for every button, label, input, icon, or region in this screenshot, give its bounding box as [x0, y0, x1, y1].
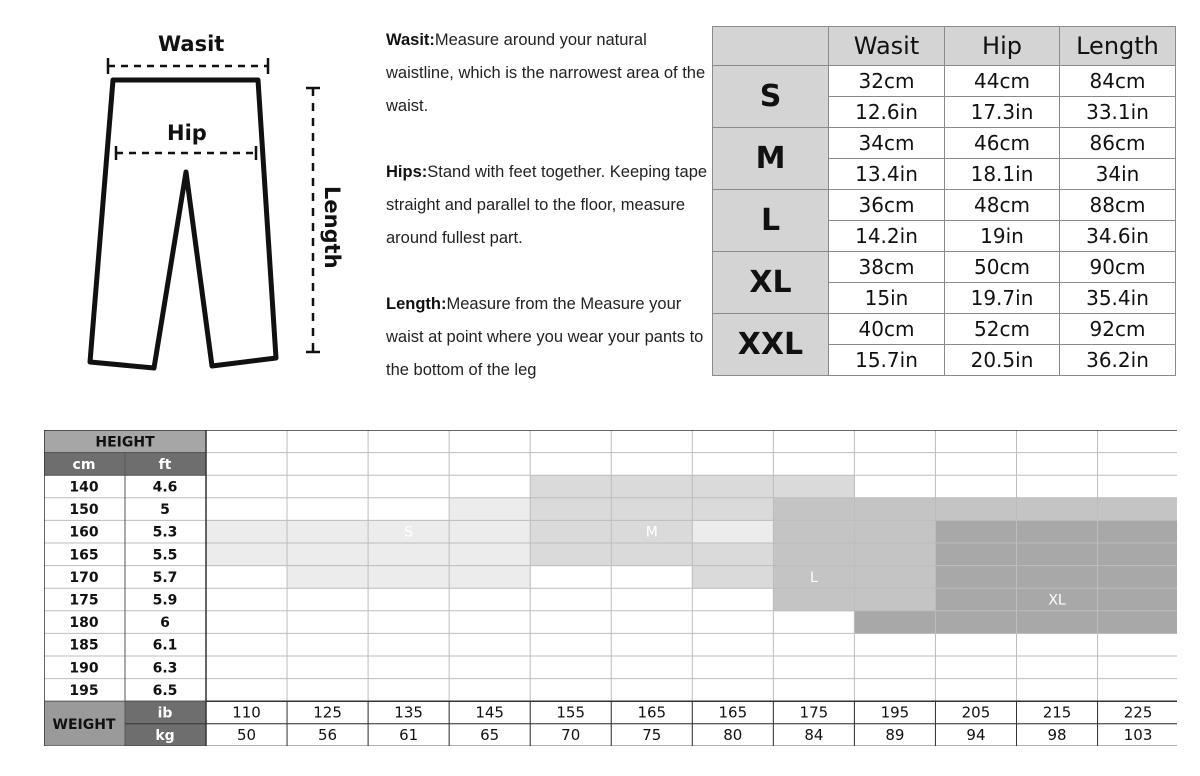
height-title: HEIGHT [95, 434, 155, 451]
instruction-term: Length: [386, 295, 447, 313]
size-row-cm [713, 190, 1176, 221]
height-ft: 6.5 [152, 682, 178, 699]
weight-kg: 94 [966, 726, 986, 745]
weight-ib: 175 [799, 703, 829, 722]
height-ft: 5.5 [152, 547, 178, 564]
size-cm-value: 86cm [1060, 128, 1176, 159]
size-in-value: 18.1in [945, 159, 1060, 190]
size-in-value: 12.6in [829, 97, 945, 128]
hip-label: Hip [167, 121, 207, 145]
size-zone-cell [854, 566, 936, 589]
waist-instruction [386, 24, 711, 123]
size-zone-cell [611, 475, 693, 498]
size-zone-cell [692, 566, 774, 589]
weight-ib: 135 [394, 703, 423, 722]
size-in-value: 17.3in [945, 97, 1060, 128]
size-zone-cell [287, 566, 369, 589]
size-zone-cell [530, 475, 612, 498]
size-zone-cell [206, 520, 288, 543]
unit-ft: ft [158, 456, 172, 473]
weight-kg: 89 [885, 726, 905, 745]
size-zone-cell [935, 588, 1017, 611]
weight-ib: 225 [1123, 703, 1153, 722]
size-table-header [713, 27, 1176, 66]
size-cm-value: 44cm [945, 66, 1060, 97]
height-ft: 6.1 [152, 637, 178, 654]
size-zone-cell [530, 520, 612, 543]
size-cm-value: 50cm [945, 252, 1060, 283]
size-zone-cell [449, 498, 531, 521]
height-cm: 170 [69, 569, 99, 586]
size-zone-cell [854, 498, 936, 521]
weight-kg: 70 [561, 726, 581, 745]
pants-diagram [0, 0, 380, 400]
size-zone-cell [773, 475, 855, 498]
weight-ib: 195 [880, 703, 910, 722]
size-zone-cell [854, 588, 936, 611]
size-zone-cell [854, 611, 936, 634]
size-cm-value: 90cm [1060, 252, 1176, 283]
weight-ib: 145 [475, 703, 504, 722]
size-cm-value: 92cm [1060, 314, 1176, 345]
size-zone-cell [530, 543, 612, 566]
size-zone-cell [530, 498, 612, 521]
size-cm-value: 40cm [829, 314, 945, 345]
size-zone-cell [1098, 588, 1177, 611]
height-weight-chart [44, 430, 1177, 746]
column-header: Wasit [829, 27, 945, 66]
size-in-value: 34in [1060, 159, 1176, 190]
length-instruction [386, 288, 711, 387]
height-ft: 5 [160, 502, 170, 519]
weight-kg: 65 [480, 726, 500, 745]
height-cm: 190 [69, 660, 99, 677]
size-zone-cell [449, 566, 531, 589]
size-in-value: 36.2in [1060, 345, 1176, 376]
size-zone-cell [935, 566, 1017, 589]
size-zone-cell [287, 520, 369, 543]
height-cm: 180 [69, 615, 99, 632]
size-zone-cell [287, 543, 369, 566]
size-zone-cell [692, 498, 774, 521]
height-cm: 165 [69, 547, 99, 564]
size-zone-cell [368, 543, 450, 566]
size-in-value: 15in [829, 283, 945, 314]
size-cm-value: 46cm [945, 128, 1060, 159]
size-zone-cell [1098, 566, 1177, 589]
size-label: S [713, 66, 829, 128]
size-zone-cell [449, 543, 531, 566]
size-table [712, 26, 1176, 376]
height-ft: 5.9 [152, 592, 178, 609]
size-zone-cell [854, 543, 936, 566]
size-zone-cell [692, 475, 774, 498]
size-zone-cell [1098, 498, 1177, 521]
size-zone-cell [206, 543, 288, 566]
size-label: XL [713, 252, 829, 314]
weight-ib: 205 [961, 703, 991, 722]
size-zone-cell [1017, 566, 1099, 589]
size-in-value: 35.4in [1060, 283, 1176, 314]
size-in-value: 19in [945, 221, 1060, 252]
size-cm-value: 52cm [945, 314, 1060, 345]
size-row-cm [713, 66, 1176, 97]
unit-ib: ib [157, 705, 173, 722]
size-zone-cell [773, 543, 855, 566]
size-zone-cell [611, 498, 693, 521]
instruction-text: Measure from the Measure your waist at point where you wear your pants to the bottom of the leg [386, 295, 704, 379]
waist-label: Wasit [158, 32, 225, 56]
size-zone-cell [935, 498, 1017, 521]
length-label: Length [320, 186, 344, 269]
size-zone-cell [935, 520, 1017, 543]
size-cm-value: 88cm [1060, 190, 1176, 221]
size-row-cm [713, 252, 1176, 283]
weight-ib: 110 [232, 703, 261, 722]
instruction-term: Hips: [386, 163, 428, 181]
size-zone-cell [692, 520, 774, 543]
size-zone-label: M [645, 524, 658, 541]
hips-instruction [386, 156, 711, 255]
weight-ib: 125 [313, 703, 342, 722]
column-header: Length [1060, 27, 1176, 66]
height-ft: 6 [160, 615, 170, 632]
size-label: M [713, 128, 829, 190]
height-ft: 5.3 [152, 524, 178, 541]
instruction-term: Wasit: [386, 31, 435, 49]
weight-ib: 165 [637, 703, 667, 722]
column-header: Hip [945, 27, 1060, 66]
size-label: L [713, 190, 829, 252]
measurement-instructions [386, 24, 711, 420]
size-zone-label: L [809, 569, 818, 586]
size-zone-cell [368, 566, 450, 589]
weight-kg: 61 [399, 726, 419, 745]
weight-kg: 50 [236, 726, 257, 745]
height-cm: 140 [69, 479, 99, 496]
height-ft: 5.7 [152, 569, 178, 586]
height-cm: 160 [69, 524, 99, 541]
size-zone-cell [692, 543, 774, 566]
weight-kg: 84 [804, 726, 824, 745]
size-in-value: 14.2in [829, 221, 945, 252]
instruction-text: Stand with feet together. Keeping tape straight and parallel to the floor, measure around fullest part. [386, 163, 708, 247]
size-zone-cell [773, 588, 855, 611]
weight-kg: 103 [1123, 726, 1153, 745]
size-zone-cell [1098, 543, 1177, 566]
weight-kg: 75 [642, 726, 662, 745]
size-zone-cell [854, 520, 936, 543]
size-zone-cell [773, 498, 855, 521]
size-zone-cell [1098, 520, 1177, 543]
size-cm-value: 84cm [1060, 66, 1176, 97]
weight-kg: 80 [723, 726, 743, 745]
instruction-text: Measure around your natural waistline, which is the narrowest area of the waist. [386, 31, 706, 115]
unit-kg: kg [155, 728, 175, 745]
height-ft: 4.6 [152, 479, 178, 496]
size-zone-cell [935, 543, 1017, 566]
size-zone-label: XL [1048, 592, 1066, 609]
size-in-value: 33.1in [1060, 97, 1176, 128]
size-zone-cell [1017, 520, 1099, 543]
size-zone-cell [611, 543, 693, 566]
weight-title: WEIGHT [52, 716, 116, 733]
unit-cm: cm [72, 456, 96, 473]
height-cm: 150 [69, 502, 99, 519]
corner-cell [713, 27, 829, 66]
size-zone-cell [449, 520, 531, 543]
size-cm-value: 32cm [829, 66, 945, 97]
size-in-value: 34.6in [1060, 221, 1176, 252]
weight-kg: 56 [318, 726, 338, 745]
weight-ib: 155 [556, 703, 586, 722]
size-in-value: 13.4in [829, 159, 945, 190]
size-zone-cell [1098, 611, 1177, 634]
size-zone-cell [1017, 498, 1099, 521]
weight-ib: 215 [1042, 703, 1072, 722]
size-label: XXL [713, 314, 829, 376]
size-cm-value: 34cm [829, 128, 945, 159]
size-row-cm [713, 314, 1176, 345]
size-cm-value: 38cm [829, 252, 945, 283]
size-zone-cell [935, 611, 1017, 634]
size-row-cm [713, 128, 1176, 159]
size-in-value: 20.5in [945, 345, 1060, 376]
height-cm: 185 [69, 637, 99, 654]
height-ft: 6.3 [152, 660, 178, 677]
weight-kg: 98 [1047, 726, 1067, 745]
weight-ib: 165 [718, 703, 748, 722]
size-cm-value: 48cm [945, 190, 1060, 221]
size-zone-cell [1017, 611, 1099, 634]
height-cm: 175 [69, 592, 99, 609]
size-zone-cell [1017, 543, 1099, 566]
size-zone-cell [773, 520, 855, 543]
size-zone-label: S [404, 524, 414, 541]
size-cm-value: 36cm [829, 190, 945, 221]
size-in-value: 19.7in [945, 283, 1060, 314]
height-cm: 195 [69, 682, 99, 699]
size-in-value: 15.7in [829, 345, 945, 376]
